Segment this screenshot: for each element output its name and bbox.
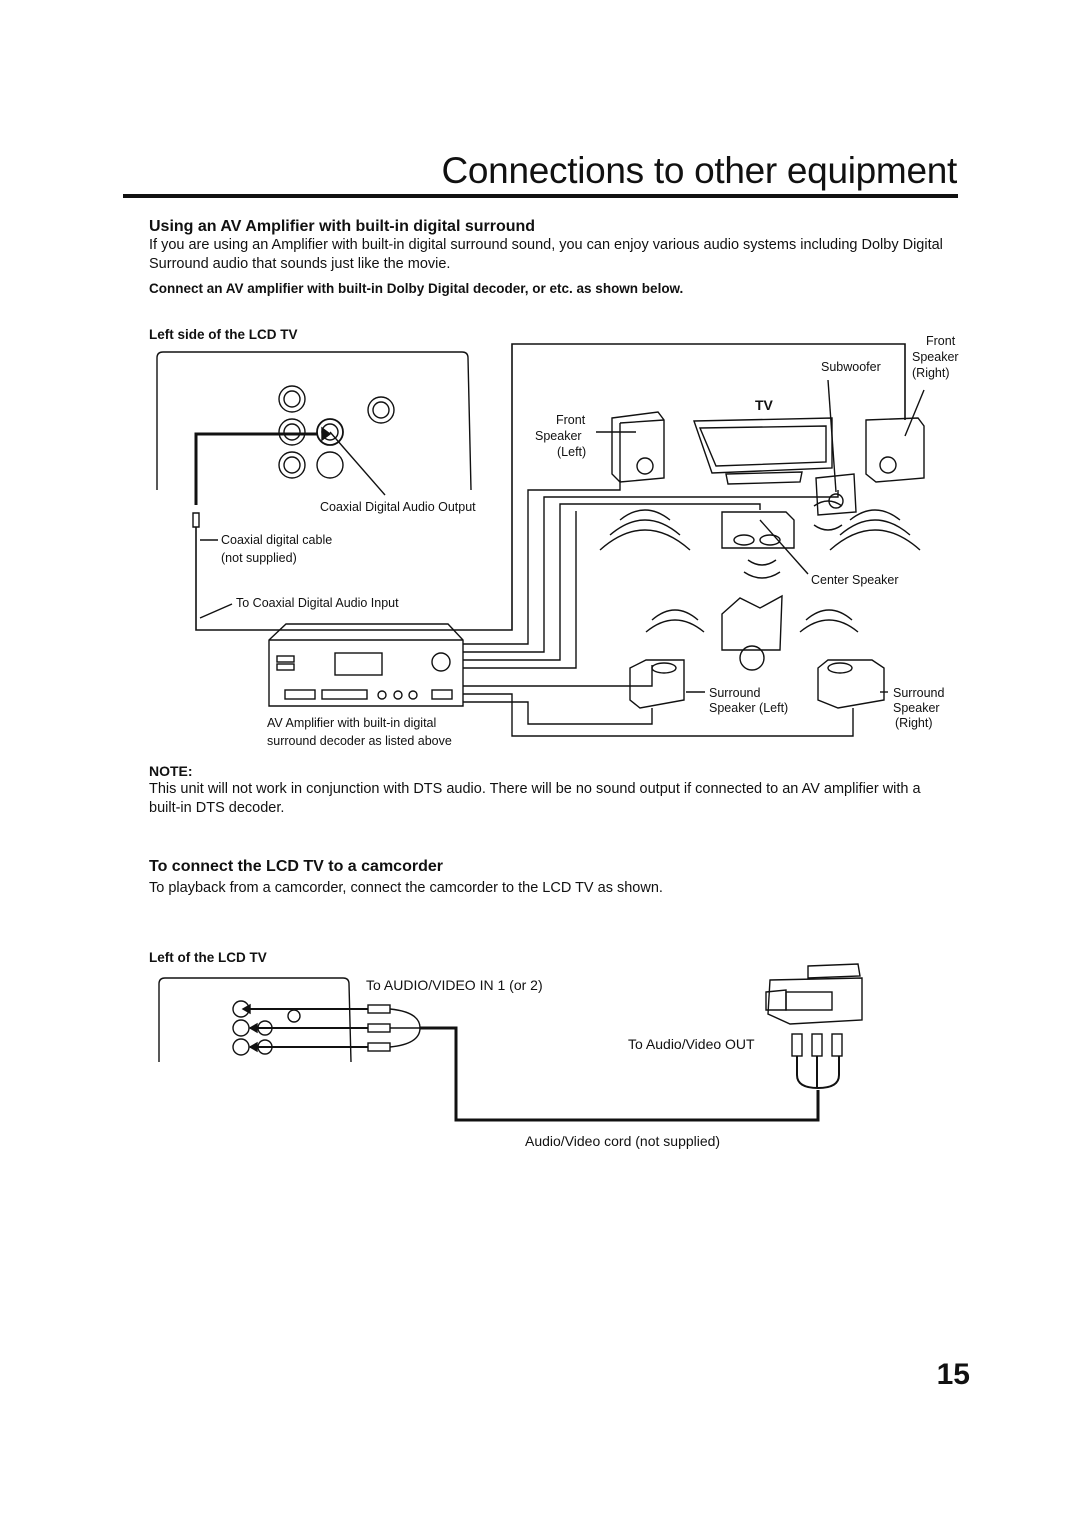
label-front-left-1: Front [556,413,586,427]
label-av-in: To AUDIO/VIDEO IN 1 (or 2) [366,977,543,993]
label-front-left-2: Speaker [535,429,582,443]
label-front-right-2: Speaker [912,350,959,364]
label-subwoofer: Subwoofer [821,360,881,374]
label-coaxial-input: To Coaxial Digital Audio Input [236,596,399,610]
label-surround-left-2: Speaker (Left) [709,701,789,715]
label-surround-left-1: Surround [709,686,761,700]
note-heading: NOTE: [149,763,193,779]
label-center-speaker: Center Speaker [811,573,899,587]
panel-label-left-side: Left side of the LCD TV [149,327,298,342]
label-coaxial-cable: Coaxial digital cable [221,533,333,547]
label-surround-right-1: Surround [893,686,945,700]
instruction-text: Connect an AV amplifier with built-in Dolby Digital decoder, or etc. as shown below. [149,281,684,296]
label-av-out: To Audio/Video OUT [628,1036,755,1052]
panel-label-left-of-tv: Left of the LCD TV [149,950,267,965]
label-front-left-3: (Left) [557,445,587,459]
page-title: Connections to other equipment [441,150,957,191]
label-amplifier-line1: AV Amplifier with built-in digital [267,716,437,730]
label-amplifier-line2: surround decoder as listed above [267,734,452,748]
note-text: This unit will not work in conjunction with DTS audio. There will be no sound output if connected to an AV amplifier with a built-in DTS decoder. [149,781,921,816]
page-number: 15 [936,1358,970,1391]
section-heading-av-amplifier: Using an AV Amplifier with built-in digital surround [149,218,536,235]
section-paragraph-av-amplifier: If you are using an Amplifier with built-in digital surround sound, you can enjoy various audio systems including Dolby Digital Surround audio that sounds just like the movie. [149,237,943,272]
label-front-right-1: Front [926,334,956,348]
section-paragraph-camcorder: To playback from a camcorder, connect the camcorder to the LCD TV as shown. [149,880,663,896]
section-heading-camcorder: To connect the LCD TV to a camcorder [149,858,443,875]
label-surround-right-3: (Right) [895,716,933,730]
label-av-cord: Audio/Video cord (not supplied) [525,1133,721,1149]
label-front-right-3: (Right) [912,366,950,380]
label-coaxial-output: Coaxial Digital Audio Output [320,500,476,514]
label-surround-right-2: Speaker [893,701,940,715]
label-coaxial-cable-note: (not supplied) [221,551,297,565]
label-tv: TV [755,397,773,413]
